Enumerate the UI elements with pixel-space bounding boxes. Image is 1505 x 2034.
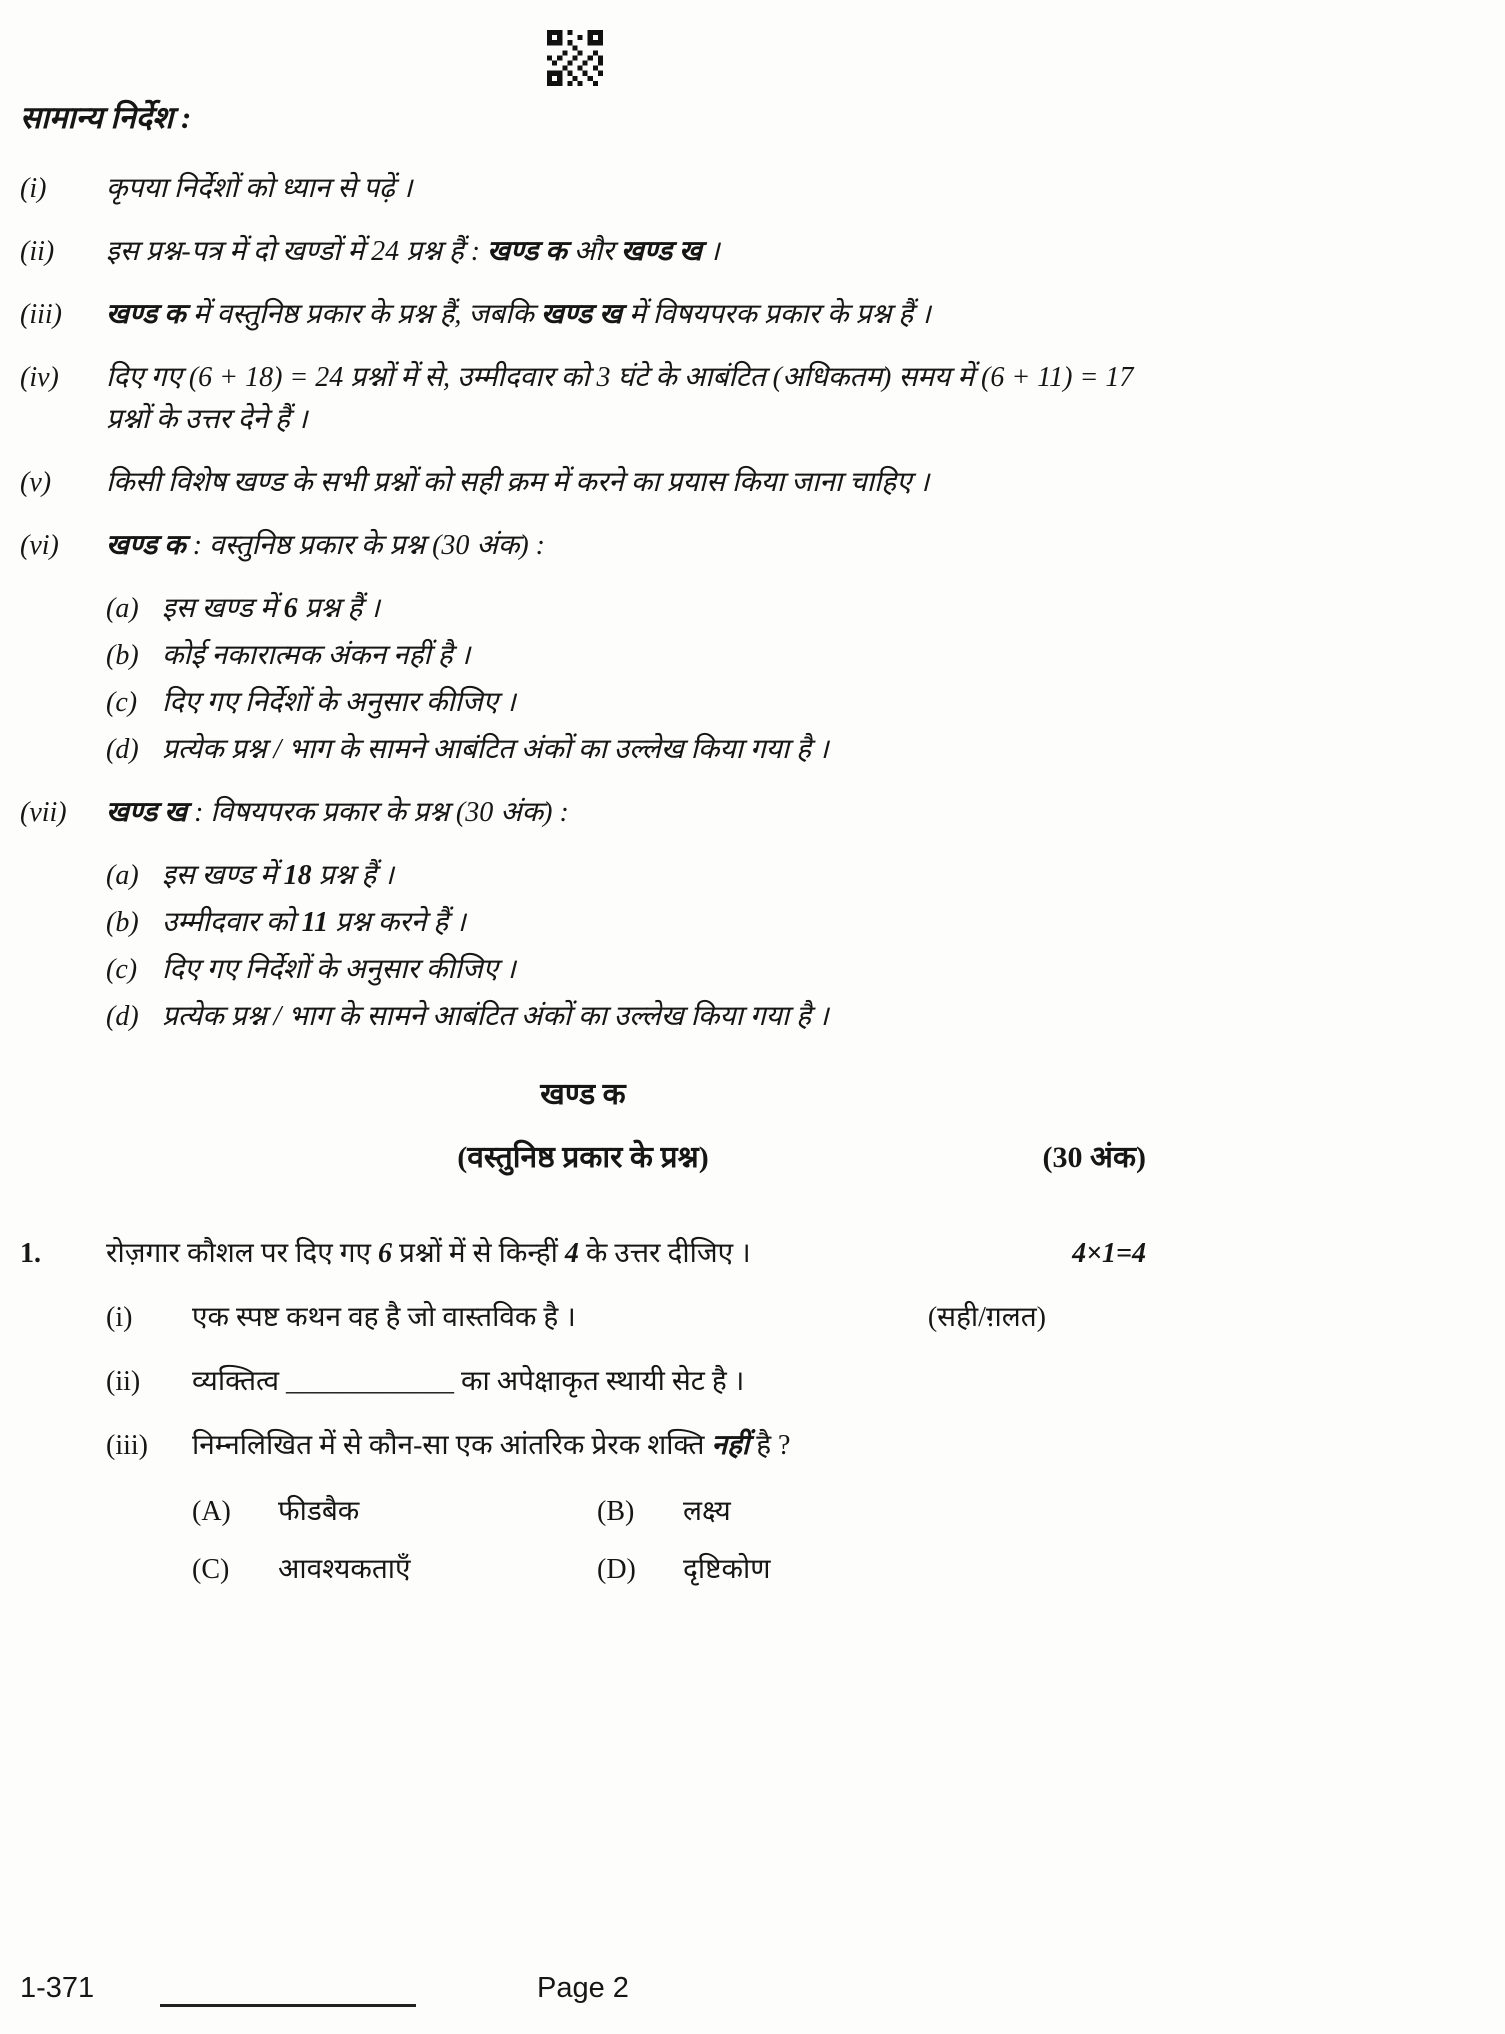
subitem-text: [162, 855, 1146, 897]
footer-divider-line: [160, 2004, 416, 2007]
instruction-text: [106, 168, 1146, 210]
option-text: दृष्टिकोण: [683, 1554, 771, 1585]
subitem-letter: (b): [106, 640, 139, 671]
option-text: आवश्यकताएँ: [278, 1554, 411, 1585]
subitem-letter: (c): [106, 954, 138, 985]
text-segment: खण्ड क: [106, 530, 186, 561]
instruction-text: [106, 792, 1146, 834]
section-subtitle-row: [20, 1135, 1146, 1181]
instruction-subitem: [106, 855, 1146, 897]
text-segment: कृपया निर्देशों को ध्यान से पढ़ें ।: [106, 173, 413, 204]
text-segment: 11: [301, 907, 329, 938]
subitem-text: [162, 949, 1146, 991]
text-segment: प्रत्येक प्रश्न / भाग के सामने आबंटित अंकों का उल्लेख किया गया है ।: [162, 734, 829, 765]
text-segment: व्यक्तित्व ____________ का अपेक्षाकृत स्थायी सेट है ।: [192, 1366, 745, 1397]
qr-code-icon: [547, 30, 603, 86]
instruction-subitem: [106, 588, 1146, 630]
text-segment: है ?: [749, 1430, 791, 1461]
subitem-text: [162, 729, 1146, 771]
option-d: [597, 1549, 770, 1591]
text-segment: : विषयपरक प्रकार के प्रश्न (30 अंक) :: [187, 797, 569, 828]
subquestion-text: [192, 1297, 908, 1339]
option-label: (C): [192, 1554, 230, 1585]
subquestion-text: [192, 1361, 1146, 1403]
question-1: [20, 1233, 1146, 1275]
instruction-number: (iv): [20, 362, 59, 393]
subitem-letter: (d): [106, 1001, 139, 1032]
instruction-subitem: [106, 682, 1146, 724]
instruction-item: [20, 231, 1146, 273]
instruction-item: [20, 792, 1146, 834]
subitem-letter: (d): [106, 734, 139, 765]
instruction-subitem: [106, 902, 1146, 944]
text-segment: 6: [283, 593, 298, 624]
text-segment: खण्ड ख: [620, 236, 702, 267]
instruction-subitem: [106, 635, 1146, 677]
text-segment: प्रश्न हैं ।: [297, 593, 380, 624]
option-b: [597, 1491, 731, 1533]
option-label: (D): [597, 1554, 636, 1585]
text-segment: खण्ड ख: [106, 797, 188, 828]
subitem-text: [162, 996, 1146, 1038]
instruction-item: [20, 462, 1146, 504]
text-segment: में वस्तुनिष्ठ प्रकार के प्रश्न हैं, जबकि: [185, 299, 541, 330]
section-title: खण्ड क: [540, 1078, 626, 1111]
instruction-item: [20, 525, 1146, 567]
text-segment: किसी विशेष खण्ड के सभी प्रश्नों को सही क्रम में करने का प्रयास किया जाना चाहिए ।: [106, 467, 930, 498]
true-false-hint: (सही/ग़लत): [927, 1302, 1046, 1333]
page-number: Page 2: [537, 1972, 629, 2004]
text-segment: प्रश्न हैं ।: [311, 860, 394, 891]
text-segment: नहीं: [711, 1430, 750, 1461]
instruction-text: [106, 525, 1146, 567]
text-segment: दिए गए निर्देशों के अनुसार कीजिए ।: [162, 954, 516, 985]
page-content: [20, 96, 1146, 1607]
instruction-number: (iii): [20, 299, 62, 330]
text-segment: प्रश्न करने हैं ।: [328, 907, 466, 938]
subquestion-ii: [106, 1361, 1146, 1403]
text-segment: प्रश्नों में से किन्हीं: [391, 1238, 565, 1269]
instruction-number: (v): [20, 467, 52, 498]
option-c: [192, 1549, 597, 1591]
text-segment: रोज़गार कौशल पर दिए गए: [106, 1238, 378, 1269]
subquestion-iii: [106, 1425, 1146, 1467]
text-segment: दिए गए (6 + 18) = 24 प्रश्नों में से, उम्मीदवार को 3 घंटे के आबंटित (अधिकतम) समय में (6 + 11) = 17 प्रश्नों के उत्तर देने हैं ।: [106, 362, 1134, 435]
instruction-text: [106, 231, 1146, 273]
instruction-subitem: [106, 729, 1146, 771]
question-number: 1.: [20, 1238, 41, 1269]
subquestion-number: (i): [106, 1302, 133, 1333]
subitem-letter: (c): [106, 687, 138, 718]
text-segment: एक स्पष्ट कथन वह है जो वास्तविक है ।: [192, 1302, 576, 1333]
subitem-letter: (a): [106, 593, 139, 624]
text-segment: इस प्रश्न-पत्र में दो खण्डों में 24 प्रश्न हैं :: [106, 236, 488, 267]
subquestion-text: [192, 1425, 1146, 1467]
option-a: [192, 1491, 597, 1533]
instruction-text: [106, 294, 1146, 336]
text-segment: उम्मीदवार को: [162, 907, 302, 938]
text-segment: प्रत्येक प्रश्न / भाग के सामने आबंटित अंकों का उल्लेख किया गया है ।: [162, 1001, 829, 1032]
instruction-item: [20, 294, 1146, 336]
subitem-text: [162, 682, 1146, 724]
subitem-letter: (a): [106, 860, 139, 891]
option-row: [192, 1491, 1146, 1533]
instruction-text: [106, 462, 1146, 504]
option-text: लक्ष्य: [683, 1496, 731, 1527]
question-marks: 4×1=4: [1072, 1238, 1146, 1269]
subitem-text: [162, 902, 1146, 944]
subquestion-i: [106, 1297, 1146, 1339]
option-label: (A): [192, 1496, 231, 1527]
general-instructions-title: सामान्य निर्देश :: [20, 100, 192, 135]
text-segment: 4: [564, 1238, 579, 1269]
section-marks: (30 अंक): [1042, 1141, 1146, 1174]
text-segment: खण्ड क: [106, 299, 186, 330]
instruction-subitem: [106, 949, 1146, 991]
question-text: [106, 1233, 1052, 1275]
section-subtitle: (वस्तुनिष्ठ प्रकार के प्रश्न): [457, 1141, 709, 1174]
text-segment: 6: [377, 1238, 392, 1269]
instruction-subitems: [106, 855, 1146, 1038]
text-segment: के उत्तर दीजिए ।: [578, 1238, 751, 1269]
text-segment: और: [566, 236, 621, 267]
instruction-item: [20, 357, 1146, 441]
instructions-list: [20, 168, 1146, 1038]
instruction-text: [106, 357, 1146, 441]
instruction-subitem: [106, 996, 1146, 1038]
subquestion-number: (iii): [106, 1430, 148, 1461]
text-segment: खण्ड ख: [540, 299, 623, 330]
paper-code: 1-371: [20, 1972, 95, 2004]
option-label: (B): [597, 1496, 635, 1527]
text-segment: निम्नलिखित में से कौन-सा एक आंतरिक प्रेरक शक्ति: [192, 1430, 712, 1461]
option-text: फीडबैक: [278, 1496, 360, 1527]
instruction-number: (vi): [20, 530, 59, 561]
instruction-item: [20, 168, 1146, 210]
text-segment: कोई नकारात्मक अंकन नहीं है ।: [162, 640, 471, 671]
text-segment: इस खण्ड में: [162, 860, 284, 891]
options-grid: [192, 1491, 1146, 1591]
instruction-number: (ii): [20, 236, 55, 267]
instruction-number: (i): [20, 173, 47, 204]
text-segment: दिए गए निर्देशों के अनुसार कीजिए ।: [162, 687, 516, 718]
text-segment: : वस्तुनिष्ठ प्रकार के प्रश्न (30 अंक) :: [185, 530, 545, 561]
instruction-number: (vii): [20, 797, 67, 828]
text-segment: इस खण्ड में: [162, 593, 284, 624]
text-segment: 18: [283, 860, 312, 891]
subitem-letter: (b): [106, 907, 139, 938]
instruction-subitems: [106, 588, 1146, 771]
subitem-text: [162, 588, 1146, 630]
subitem-text: [162, 635, 1146, 677]
subquestion-number: (ii): [106, 1366, 141, 1397]
text-segment: में विषयपरक प्रकार के प्रश्न हैं ।: [622, 299, 931, 330]
option-row: [192, 1549, 1146, 1591]
text-segment: ।: [701, 236, 720, 267]
text-segment: खण्ड क: [487, 236, 567, 267]
